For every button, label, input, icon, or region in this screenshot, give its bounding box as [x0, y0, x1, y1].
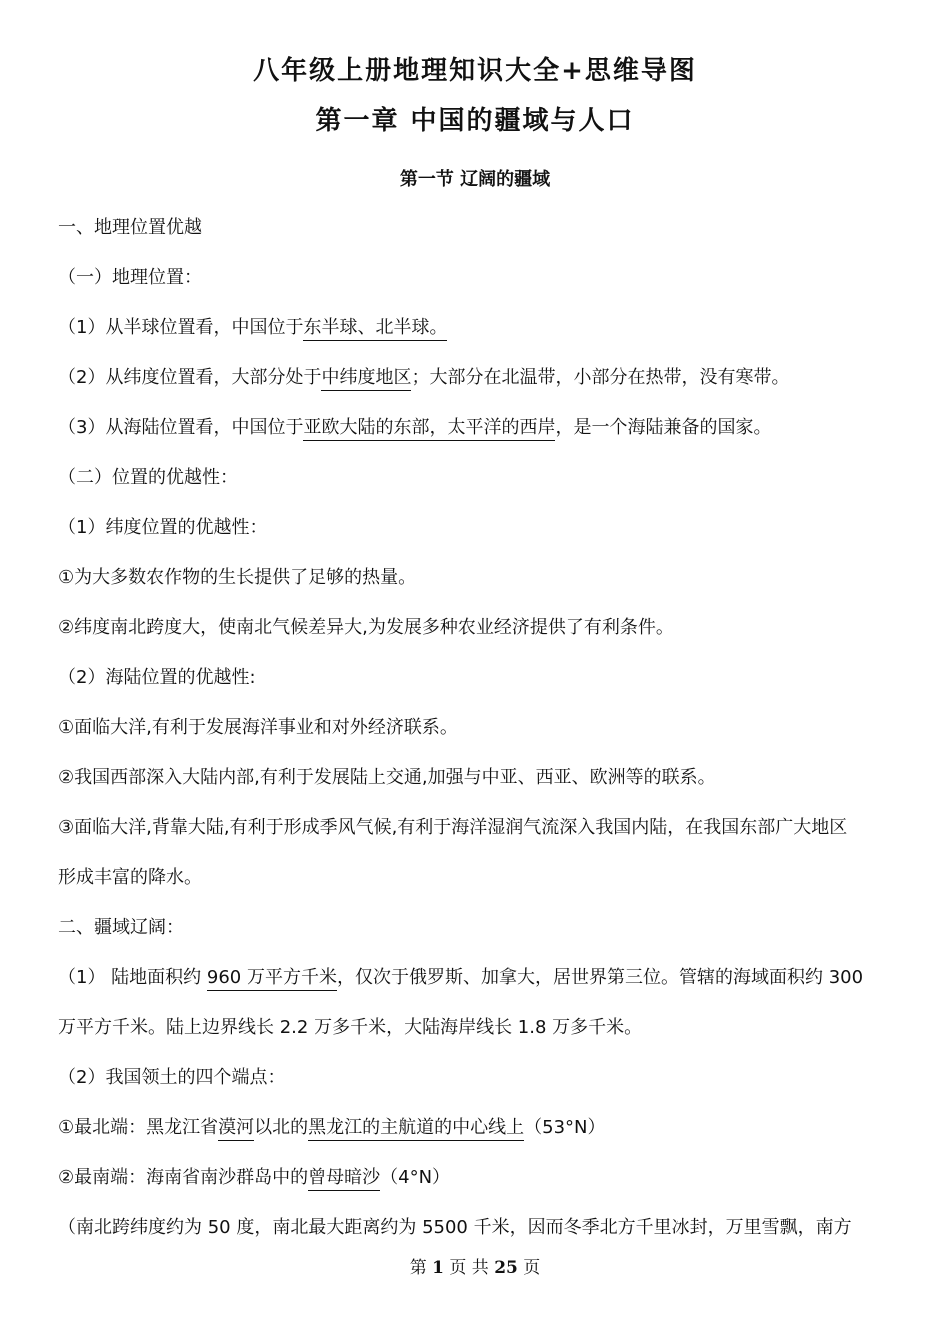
list-item: ③面临大洋,背靠大陆,有利于形成季风气候,有利于海洋湿润气流深入我国内陆，在我国东部广大地区 — [58, 817, 848, 838]
underlined-text: 黑龙江的主航道的中心线上 — [308, 1117, 524, 1141]
page-footer — [0, 1253, 950, 1278]
paragraph-area-continued: 万平方千米。陆上边界线长 2.2 万多千米，大陆海岸线长 1.8 万多千米。 — [58, 1017, 643, 1038]
list-item-northernmost — [58, 1116, 898, 1140]
chapter-title: 第一章 中国的疆域与人口 — [315, 106, 635, 136]
subheading-advantage: （二）位置的优越性： — [58, 467, 238, 488]
list-item: ①面临大洋,有利于发展海洋事业和对外经济联系。 — [58, 717, 458, 738]
text: ②最南端：海南省南沙群岛中的 — [58, 1167, 309, 1188]
footer-mid: 页 共 — [449, 1258, 489, 1278]
underlined-text: 中纬度地区 — [321, 367, 411, 391]
underlined-text: 亚欧大陆的东部，太平洋的西岸 — [303, 417, 555, 441]
footer-prefix: 第 — [409, 1258, 427, 1278]
paragraph-note: （南北跨纬度约为 50 度，南北最大距离约为 5500 千米，因而冬季北方千里冰封，万里雪飘，南方 — [58, 1217, 852, 1238]
underlined-text: 960 万平方千米 — [207, 967, 337, 991]
text: ，是一个海陆兼备的国家。 — [555, 417, 772, 438]
subheading-sea-land-advantage: （2）海陆位置的优越性: — [58, 667, 256, 688]
text: ①最北端：黑龙江省 — [58, 1117, 219, 1138]
paragraph-latitude — [58, 366, 898, 390]
subheading-latitude-advantage: （1）纬度位置的优越性： — [58, 517, 268, 538]
text: ，仅次于俄罗斯、加拿大，居世界第三位。管辖的海域面积约 300 — [336, 967, 864, 988]
list-item: ②我国西部深入大陆内部,有利于发展陆上交通,加强与中亚、西亚、欧洲等的联系。 — [58, 767, 716, 788]
total-pages: 25 — [494, 1258, 518, 1278]
heading-location: 一、地理位置优越 — [58, 217, 202, 238]
text: （1） 陆地面积约 — [58, 967, 207, 988]
subheading-location: （一）地理位置： — [58, 267, 202, 288]
page-number: 1 — [432, 1258, 444, 1278]
text: （4°N） — [380, 1167, 451, 1188]
text: （2）从纬度位置看，大部分处于 — [58, 367, 322, 388]
paragraph-sea-land — [58, 416, 898, 440]
heading-territory: 二、疆域辽阔： — [58, 917, 184, 938]
underlined-text: 曾母暗沙 — [308, 1167, 380, 1191]
subheading-extreme-points: （2）我国领土的四个端点： — [58, 1067, 286, 1088]
footer-suffix: 页 — [523, 1258, 541, 1278]
list-item-southernmost — [58, 1166, 898, 1190]
list-item-continued: 形成丰富的降水。 — [58, 867, 202, 888]
text: （3）从海陆位置看，中国位于 — [58, 417, 304, 438]
list-item: ②纬度南北跨度大，使南北气候差异大,为发展多种农业经济提供了有利条件。 — [58, 617, 674, 638]
document-title: 八年级上册地理知识大全+思维导图 — [253, 56, 697, 86]
paragraph-hemisphere — [58, 316, 898, 340]
underlined-text: 漠河 — [218, 1117, 254, 1141]
section-title: 第一节 辽阔的疆域 — [399, 169, 551, 190]
text: 以北的 — [254, 1117, 309, 1138]
text: （53°N） — [524, 1117, 606, 1138]
list-item: ①为大多数农作物的生长提供了足够的热量。 — [58, 567, 417, 588]
text: ；大部分在北温带，小部分在热带，没有寒带。 — [411, 367, 790, 388]
paragraph-area — [58, 966, 898, 990]
underlined-text: 东半球、北半球。 — [303, 317, 447, 341]
text: （1）从半球位置看，中国位于 — [58, 317, 304, 338]
